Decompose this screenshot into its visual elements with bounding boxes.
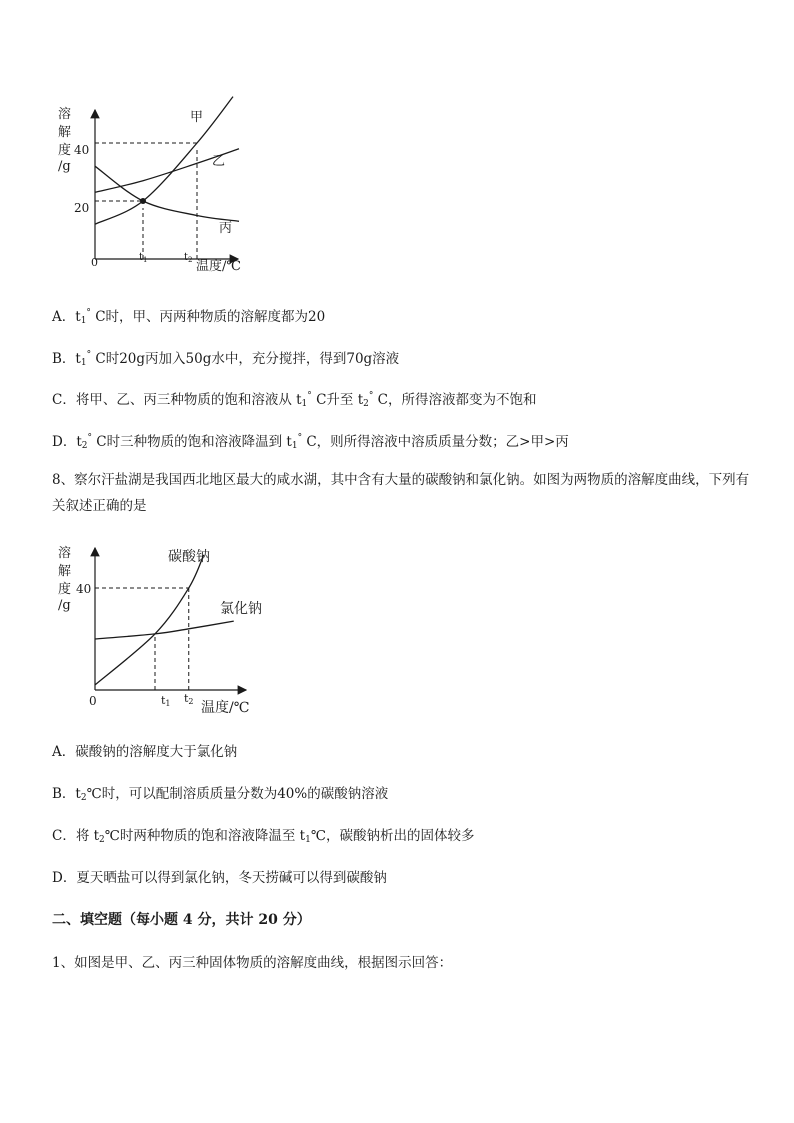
q8-option-b: B．$t_2℃$时，可以配制溶质质量分数为40%的碳酸钠溶液 bbox=[52, 786, 389, 803]
q8-option-a: A．碳酸钠的溶解度大于氯化钠 bbox=[52, 744, 238, 760]
q7-chart-marks bbox=[95, 97, 239, 259]
q8-ytick-40: 40 bbox=[76, 582, 92, 596]
q7-intersection-point bbox=[140, 198, 146, 204]
q7-option-d: D．$t_2^\circ$ C时三种物质的饱和溶液降温到 $t_1^\circ$ C，则所得溶液中溶质质量分数；乙>甲>丙 bbox=[52, 433, 569, 451]
q7-ylabel-0: 溶 bbox=[58, 107, 72, 122]
q7-ylabel-3: /g bbox=[58, 159, 71, 174]
q7-xtick-t2: $t_2$ bbox=[184, 252, 193, 264]
q7-series-label-甲: 甲 bbox=[190, 110, 204, 125]
q8-xtick-t1: t1 bbox=[161, 694, 171, 708]
q8-series-label-氯化钠: 氯化钠 bbox=[220, 601, 262, 617]
q7-y-axis-label bbox=[58, 106, 71, 174]
q7-series-line-丙 bbox=[95, 166, 239, 221]
q7-ytick-40: 40 bbox=[74, 143, 90, 157]
q8-series-line-碳酸钠 bbox=[95, 555, 204, 685]
q7-xtick-t1: $t_1$ bbox=[139, 252, 148, 264]
section2-q1: 1、如图是甲、乙、丙三种固体物质的溶解度曲线，根据图示回答： bbox=[52, 955, 453, 971]
q8-option-c: C．将 $t_2℃$时两种物质的饱和溶液降温至 $t_1℃$，碳酸钠析出的固体较多 bbox=[52, 828, 475, 845]
q8-xtick-t2: t2 bbox=[184, 692, 194, 706]
q7-solubility-chart bbox=[0, 0, 794, 300]
q8-origin-label: 0 bbox=[89, 694, 97, 708]
q7-series-label-乙: 乙 bbox=[212, 154, 226, 169]
q8-ylabel-1: 解 bbox=[58, 564, 72, 579]
q7-origin-label: 0 bbox=[91, 256, 98, 269]
q7-ylabel-1: 解 bbox=[58, 125, 72, 140]
q7-series-label-丙: 丙 bbox=[219, 221, 233, 236]
q8-series-label-碳酸钠: 碳酸钠 bbox=[168, 549, 210, 565]
q8-x-axis-label: 温度/℃ bbox=[201, 700, 250, 716]
q7-ylabel-2: 度 bbox=[58, 143, 72, 158]
q7-option-a: A．$t_1^\circ$ C时，甲、丙两种物质的溶解度都为20 bbox=[52, 308, 326, 326]
q8-chart-marks bbox=[95, 555, 234, 690]
q8-ylabel-3: /g bbox=[58, 598, 71, 613]
q8-stem: 8、察尔汗盐湖是我国西北地区最大的咸水湖，其中含有大量的碳酸钠和氯化钠。如图为两物质的溶解度曲线，下列有关叙述正确的是 bbox=[52, 472, 750, 514]
q7-option-c: C．将甲、乙、丙三种物质的饱和溶液从 $t_1^\circ$ C升至 $t_2^\circ$ C，所得溶液都变为不饱和 bbox=[52, 391, 537, 409]
q7-ytick-20: 20 bbox=[74, 201, 90, 215]
q8-solubility-chart bbox=[0, 530, 794, 720]
q8-option-d: D．夏天晒盐可以得到氯化钠，冬天捞碱可以得到碳酸钠 bbox=[52, 870, 387, 886]
q7-x-axis-label: 温度/℃ bbox=[196, 259, 241, 274]
q7-option-b: B．$t_1^\circ$ C时20g丙加入50g水中，充分搅拌，得到70g溶液 bbox=[52, 350, 400, 368]
q8-y-axis-label bbox=[58, 545, 71, 613]
section-title: 二、填空题（每小题 4 分，共计 20 分） bbox=[52, 912, 311, 928]
q8-ylabel-2: 度 bbox=[58, 582, 72, 597]
q8-ylabel-0: 溶 bbox=[58, 546, 72, 561]
